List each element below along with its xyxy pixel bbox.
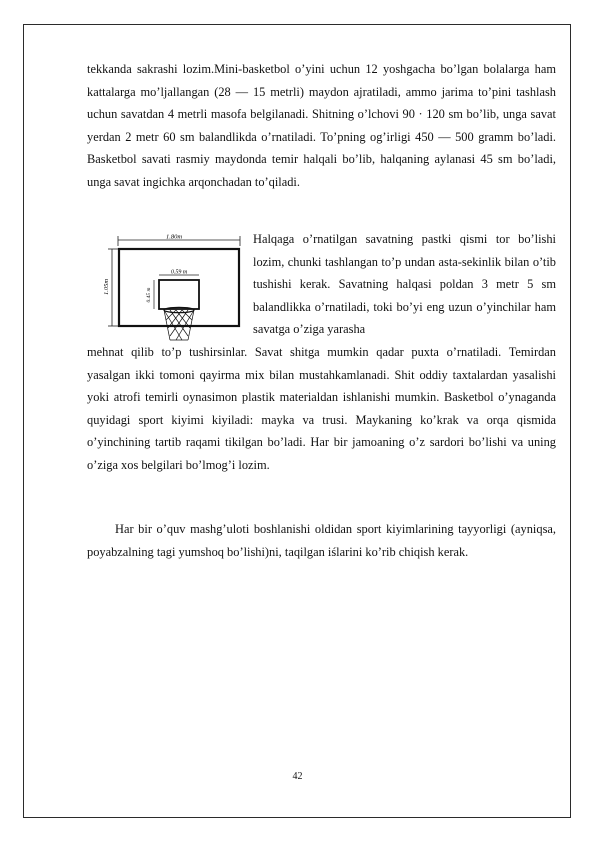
backboard-svg (98, 232, 246, 344)
paragraph-4-text: Har bir o’quv mashg’uloti boshlanishi oldidan sport kiyimlarining tayyorligi (ayniqsa, poyabzalning tagi yumshoq bo’lishi)ni, taqilgan iślarini ko’rib chiqish kerak. (87, 522, 556, 559)
paragraph-3-text: mehnat qilib to’p tushirsinlar. Savat shitga mumkin qadar puxta o’rnatiladi. Temirdan yasalgan ikki tomoni qayirma mix bilan mustahkamlanadi. Shit oddiy taxtalardan yasalishi yoki atrofi temirli oynasimon plastik materialdan ishlanishi mumkin. Basketbol o’ynaganda quyidagi sport kiyimi kiyiladi: mayka va trusi. Maykaning ko’krak va orqa qismida o’yinchining tartib raqami tikilgan bo’ladi. Har bir jamoaning o’z sardori bo’lishi va uning o’ziga xos belgilari bo’lmog’i lozim. (87, 345, 556, 472)
backboard-outline (119, 249, 239, 326)
paragraph-1 (87, 58, 556, 194)
page-number: 42 (292, 771, 303, 782)
inner-height-label: 0.45 m (146, 287, 152, 303)
paragraph-2-text: Halqaga o’rnatilgan savatning pastki qismi tor bo’lishi lozim, chunki tashlangan to’p undan asta-sekinlik bilan o’tib tushishi kerak. Savatning halqasi poldan 3 metr 5 sm balandlikka o’rnatiladi, toki bo’yi eng uzun o’yinchilar ham savatga o’ziga yarasha (253, 232, 556, 337)
height-label: 1.05m (103, 278, 110, 296)
target-rectangle (159, 280, 199, 309)
paragraph-4 (87, 518, 556, 563)
width-label: 1.80m (165, 233, 183, 241)
inner-width-label: 0.59 m (170, 269, 188, 276)
paragraph-3 (87, 341, 556, 477)
backboard-diagram (98, 232, 246, 344)
paragraph-2 (253, 228, 556, 341)
paragraph-1-text: tekkanda sakrashi lozim.Mini-basketbol o’yini uchun 12 yoshgacha bo’lgan bolalarga ham kattalarga mo’ljallangan (28 — 15 metrli) maydon ajratiladi, ammo jarima to’pini tashlash uchun savatdan 4 metrli masofa belgilanadi. Shitning o’lchovi 90 · 120 sm bo’lib, unga savat yerdan 2 metr 60 sm balandlikda o’rnatiladi. To’pning og’irligi 450 — 500 gramm bo’ladi. Basketbol savati rasmiy maydonda temir halqali bo’lib, halqaning aylanasi 45 sm bo’ladi, unga savat ingichka arqonchadan to’qiladi. (87, 62, 556, 189)
